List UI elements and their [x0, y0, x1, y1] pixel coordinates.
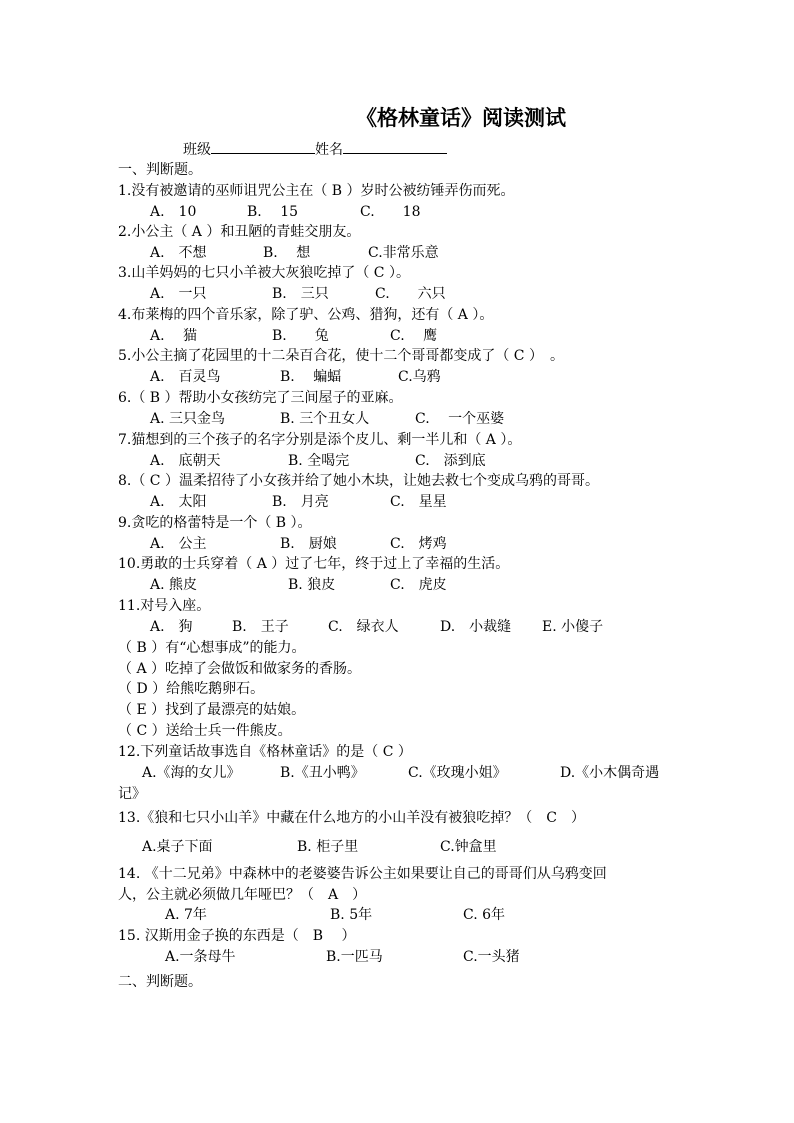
question-12: 12.下列童话故事选自《格林童话》的是（ C ）: [118, 744, 412, 760]
q8-option-a: A. 太阳: [150, 494, 207, 510]
q7-option-c: C. 添到底: [415, 453, 486, 469]
question-15: 15. 汉斯用金子换的东西是（ B ）: [118, 928, 356, 944]
question-13: 13.《狼和七只小山羊》中藏在什么地方的小山羊没有被狼吃掉？（ C ）: [118, 810, 585, 826]
q11-option-c: C. 绿衣人: [328, 619, 399, 635]
q7-option-a: A. 底朝天: [150, 453, 221, 469]
q12-option-d-wrap: 记》: [118, 786, 146, 802]
q11-item-5: （ C ）送给士兵一件熊皮。: [118, 723, 292, 739]
class-blank[interactable]: [211, 139, 315, 154]
question-14-cont: 人，公主就必须做几年哑巴？（ A ）: [118, 887, 367, 903]
q5-option-b: B. 蝙蝠: [280, 369, 342, 385]
section-1-heading: 一、判断题。: [118, 162, 202, 178]
question-9: 9.贪吃的格蕾特是一个（ B ）。: [118, 515, 312, 531]
q11-option-e: E. 小傻子: [542, 619, 604, 635]
q1-option-a: A. 10: [150, 204, 197, 220]
question-8: 8.（ C ）温柔招待了小女孩并给了她小木块，让她去救七个变成乌鸦的哥哥。: [118, 473, 599, 489]
q4-option-b: B. 兔: [272, 328, 329, 344]
q11-item-3: （ D ）给熊吃鹅卵石。: [118, 681, 265, 697]
q11-item-4: （ E ）找到了最漂亮的姑娘。: [118, 702, 306, 718]
q1-option-c: C. 18: [360, 204, 421, 220]
q12-option-b: B.《丑小鸭》: [280, 765, 365, 781]
q5-option-a: A. 百灵鸟: [150, 369, 221, 385]
class-name-line: [183, 139, 447, 160]
q11-option-a: A. 狗: [150, 619, 193, 635]
q11-option-d: D. 小裁缝: [440, 619, 512, 635]
question-3: 3.山羊妈妈的七只小羊被大灰狼吃掉了（ C ）。: [118, 265, 410, 281]
q1-option-b: B. 15: [247, 204, 299, 220]
q4-option-a: A. 猫: [150, 328, 198, 344]
q13-option-b: B. 柜子里: [297, 839, 359, 855]
q15-option-b: B.一匹马: [326, 949, 383, 965]
section-2-heading: 二、判断题。: [118, 974, 202, 990]
q12-option-c: C.《玫瑰小姐》: [408, 765, 507, 781]
q11-option-b: B. 王子: [232, 619, 289, 635]
q4-option-c: C. 鹰: [390, 328, 438, 344]
name-blank[interactable]: [343, 139, 447, 154]
question-1: 1.没有被邀请的巫师诅咒公主在（ B ）岁时公被纺锤弄伤而死。: [118, 183, 515, 199]
q10-option-c: C. 虎皮: [390, 577, 447, 593]
q10-option-b: B. 狼皮: [288, 577, 336, 593]
question-2: 2.小公主（ A ）和丑陋的青蛙交朋友。: [118, 224, 361, 240]
q3-option-b: B. 三只: [272, 286, 329, 302]
q8-option-b: B. 月亮: [272, 494, 329, 510]
page-title: 《格林童话》阅读测试: [356, 105, 566, 130]
q12-option-a: A.《海的女儿》: [142, 765, 241, 781]
q2-option-b: B. 想: [263, 245, 311, 261]
q7-option-b: B. 全喝完: [288, 453, 350, 469]
q14-option-a: A. 7年: [165, 907, 207, 923]
question-11: 11.对号入座。: [118, 598, 211, 614]
q9-option-b: B. 厨娘: [280, 536, 337, 552]
question-4: 4.布莱梅的四个音乐家，除了驴、公鸡、猎狗，还有（ A ）。: [118, 307, 494, 323]
q6-option-a: A. 三只金鸟: [150, 411, 226, 427]
q10-option-a: A. 熊皮: [150, 577, 198, 593]
q6-option-c: C. 一个巫婆: [415, 411, 505, 427]
q2-option-c: C.非常乐意: [368, 245, 439, 261]
question-7: 7.猫想到的三个孩子的名字分别是添个皮儿、剩一半儿和（ A ）。: [118, 432, 522, 448]
q14-option-c: C. 6年: [463, 907, 506, 923]
q3-option-c: C. 六只: [375, 286, 446, 302]
q13-option-a: A.桌子下面: [142, 839, 213, 855]
question-14: 14. 《十二兄弟》中森林中的老婆婆告诉公主如果要让自己的哥哥们从乌鸦变回: [118, 866, 607, 882]
q6-option-b: B. 三个丑女人: [280, 411, 370, 427]
q9-option-c: C. 烤鸡: [390, 536, 447, 552]
q9-option-a: A. 公主: [150, 536, 207, 552]
question-5: 5.小公主摘了花园里的十二朵百合花，使十二个哥哥都变成了（ C ） 。: [118, 348, 564, 364]
q11-item-2: （ A ）吃掉了会做饭和做家务的香肠。: [118, 661, 362, 677]
question-10: 10.勇敢的士兵穿着（ A ）过了七年，终于过上了幸福的生活。: [118, 556, 510, 572]
q5-option-c: C.乌鸦: [398, 369, 441, 385]
question-6: 6.（ B ）帮助小女孩纺完了三间屋子的亚麻。: [118, 390, 403, 406]
q3-option-a: A. 一只: [150, 286, 207, 302]
q12-option-d: D.《小木偶奇遇: [560, 765, 660, 781]
q13-option-c: C.钟盒里: [440, 839, 497, 855]
q2-option-a: A. 不想: [150, 245, 207, 261]
name-label: 姓名: [315, 142, 343, 158]
q15-option-c: C.一头猪: [463, 949, 520, 965]
q8-option-c: C. 星星: [390, 494, 447, 510]
q14-option-b: B. 5年: [330, 907, 373, 923]
class-label: 班级: [183, 142, 211, 158]
q15-option-a: A.一条母牛: [165, 949, 236, 965]
q11-item-1: （ B ）有“心想事成”的能力。: [118, 640, 306, 656]
